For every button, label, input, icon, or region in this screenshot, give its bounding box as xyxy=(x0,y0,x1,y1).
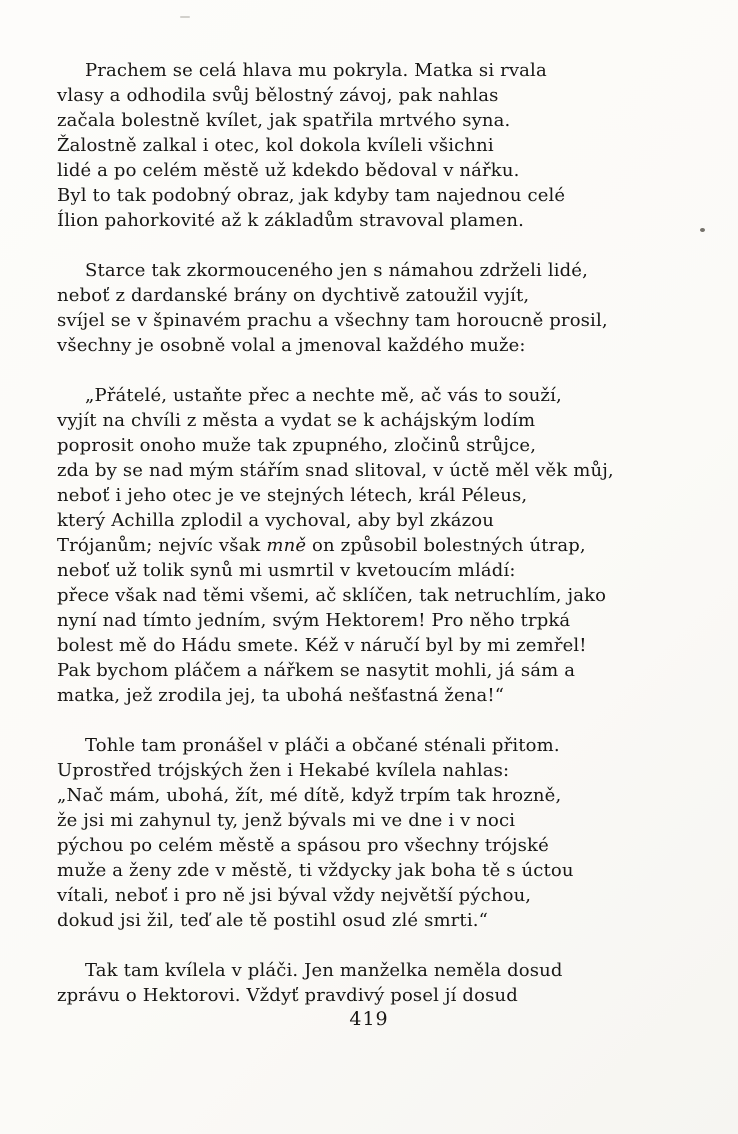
verse-line: lidé a po celém městě už kdekdo bědoval v nářku. xyxy=(57,160,520,181)
verse-line: muže a ženy zde v městě, ti vždycky jak boha tě s úctou xyxy=(57,860,574,881)
verse-line: všechny je osobně volal a jmenoval každého muže: xyxy=(57,335,526,356)
verse-line: matka, jež zrodila jej, ta ubohá nešťastná žena!“ xyxy=(57,685,505,706)
verse-line: že jsi mi zahynul ty, jenž bývals mi ve dne i v noci xyxy=(57,810,516,831)
paragraph xyxy=(57,383,697,708)
verse-line: „Nač mám, ubohá, žít, mé dítě, když trpím tak hrozně, xyxy=(57,785,562,806)
verse-line: Starce tak zkormouceného jen s námahou zdrželi lidé, xyxy=(85,260,588,281)
text-block xyxy=(57,58,697,1008)
verse-line: Tohle tam pronášel v pláči a občané sténali přitom. xyxy=(85,735,560,756)
text-segment: Trójanům; nejvíc však xyxy=(57,535,267,556)
verse-line: Uprostřed trójských žen i Hekabé kvílela nahlas: xyxy=(57,760,510,781)
verse-line: Žalostně zalkal i otec, kol dokola kvíleli všichni xyxy=(57,135,494,156)
verse-line: neboť už tolik synů mi usmrtil v kvetoucím mládí: xyxy=(57,560,516,581)
verse-line: neboť i jeho otec je ve stejných létech, král Péleus, xyxy=(57,485,528,506)
verse-line: Tak tam kvílela v pláči. Jen manželka neměla dosud xyxy=(85,960,563,981)
paragraph xyxy=(57,958,697,1008)
verse-line: neboť z dardanské brány on dychtivě zatoužil vyjít, xyxy=(57,285,530,306)
verse-line: poprosit onoho muže tak zpupného, zločinů strůjce, xyxy=(57,435,537,456)
verse-line: svíjel se v špinavém prachu a všechny tam horoucně prosil, xyxy=(57,310,608,331)
paragraph xyxy=(57,58,697,233)
verse-line: zprávu o Hektorovi. Vždyť pravdivý posel jí dosud xyxy=(57,985,518,1006)
verse-line: nyní nad tímto jedním, svým Hektorem! Pro něho trpká xyxy=(57,610,571,631)
emphasized-word: mně xyxy=(266,535,307,556)
verse-line: který Achilla zplodil a vychoval, aby byl zkázou xyxy=(57,510,494,531)
verse-line: Pak bychom pláčem a nářkem se nasytit mohli, já sám a xyxy=(57,660,576,681)
verse-line: bolest mě do Hádu smete. Kéž v náručí byl by mi zemřel! xyxy=(57,635,587,656)
paragraph xyxy=(57,258,697,358)
page-number: 419 xyxy=(349,1008,389,1030)
verse-line: přece však nad těmi všemi, ač sklíčen, tak netruchlím, jako xyxy=(57,585,607,606)
verse-line: vyjít na chvíli z města a vydat se k achájským lodím xyxy=(57,410,536,431)
verse-line: zda by se nad mým stářím snad slitoval, v úctě měl věk můj, xyxy=(57,460,614,481)
verse-line: vítali, neboť i pro ně jsi býval vždy největší pýchou, xyxy=(57,885,532,906)
text-segment: on způsobil bolestných útrap, xyxy=(306,535,586,556)
verse-line: Ílion pahorkovité až k základům stravoval plamen. xyxy=(57,210,525,231)
verse-line: vlasy a odhodila svůj bělostný závoj, pak nahlas xyxy=(57,85,499,106)
verse-line: Prachem se celá hlava mu pokryla. Matka si rvala xyxy=(85,60,547,81)
verse-line: Byl to tak podobný obraz, jak kdyby tam najednou celé xyxy=(57,185,566,206)
verse-line: dokud jsi žil, teď ale tě postihl osud zlé smrti.“ xyxy=(57,910,488,931)
verse-line xyxy=(57,533,697,558)
verse-line: pýchou po celém městě a spásou pro všechny trójské xyxy=(57,835,549,856)
scan-speck xyxy=(180,16,190,18)
verse-line: začala bolestně kvílet, jak spatřila mrtvého syna. xyxy=(57,110,511,131)
verse-line: „Přátelé, ustaňte přec a nechte mě, ač vás to souží, xyxy=(85,385,562,406)
paragraph xyxy=(57,733,697,933)
scan-speck xyxy=(700,228,705,232)
